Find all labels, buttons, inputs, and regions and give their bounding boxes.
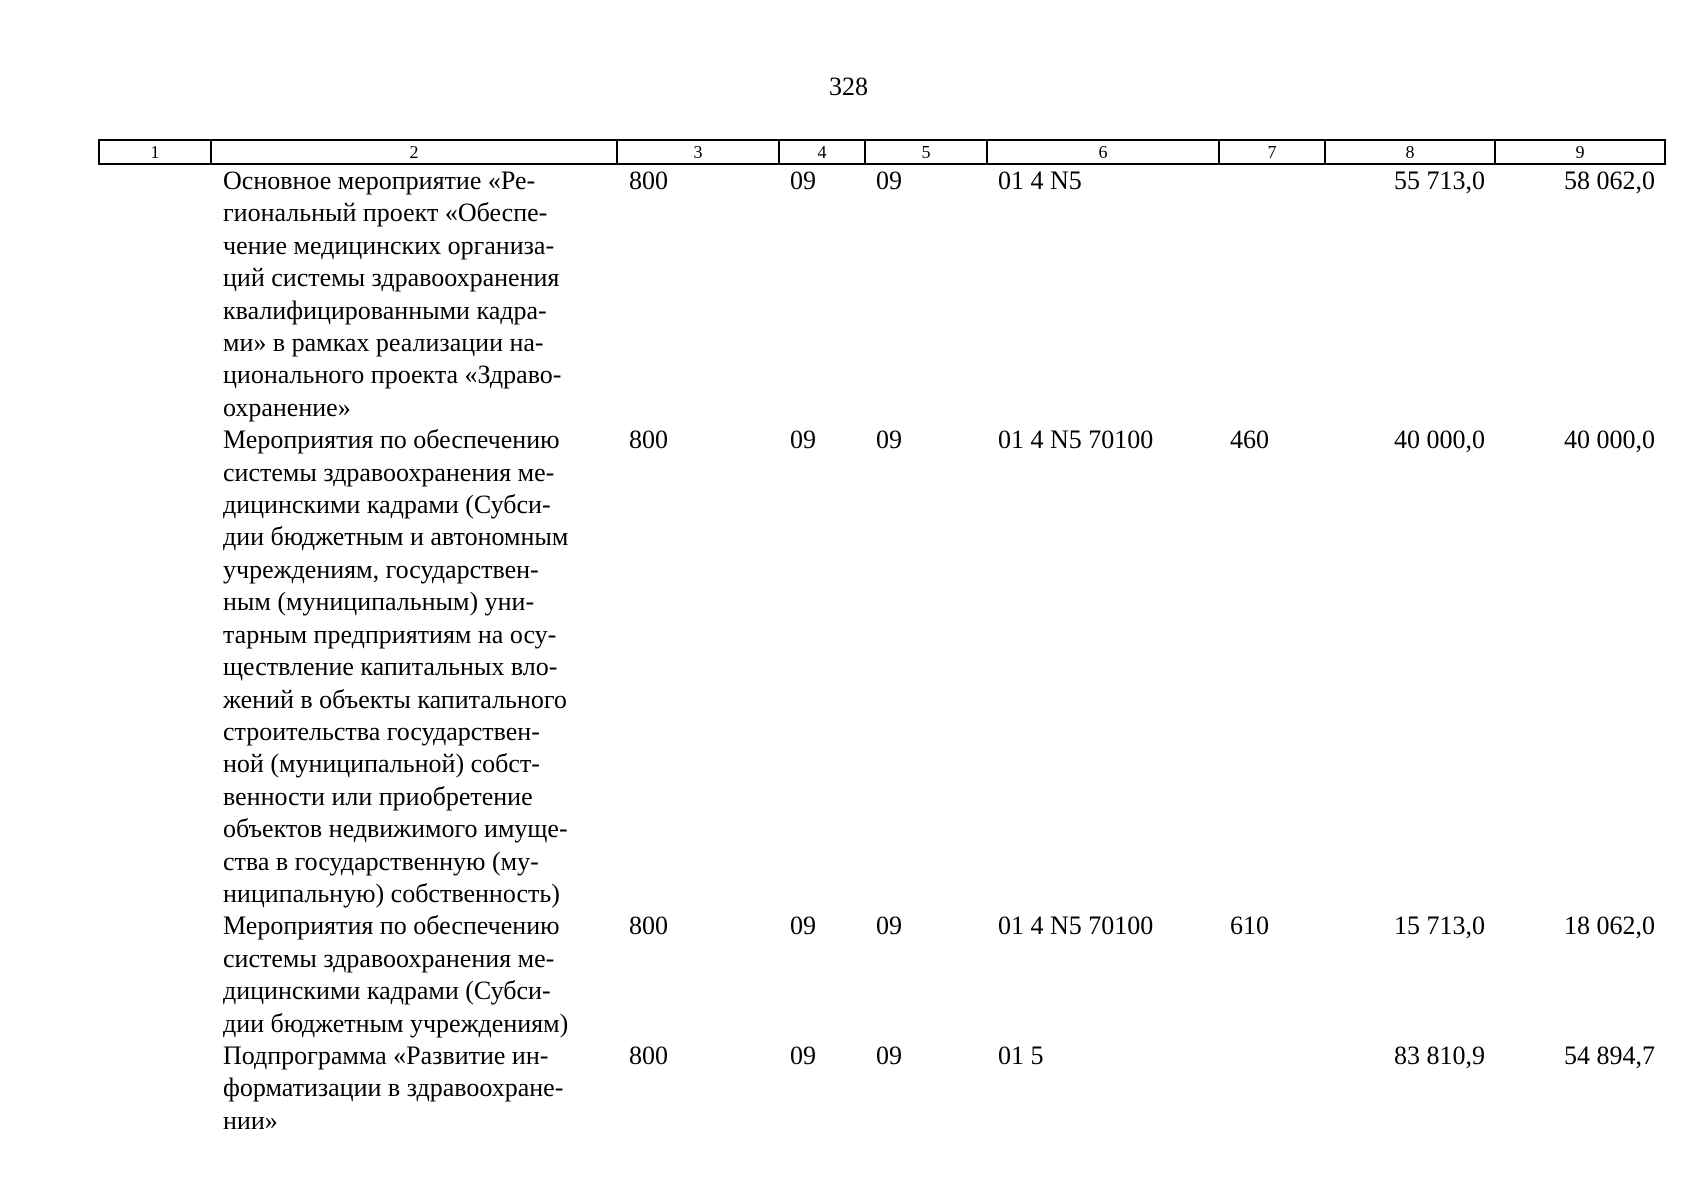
header-row [99,140,1665,164]
header-col-9: 9 [1495,140,1665,164]
row-amount-8: 83 810,9 [1394,1040,1485,1070]
header-col-2: 2 [211,140,617,164]
row-expense-code [1219,164,1325,424]
header-col-5: 5 [865,140,987,164]
row-index-cell [99,1040,211,1137]
row-name-cell [211,1040,617,1137]
row-amount-8: 55 713,0 [1394,166,1485,195]
row-ministry-code: 800 [629,1040,668,1070]
row-amount-8: 40 000,0 [1394,425,1485,455]
row-name-line: системы здравоохранения ме- [223,943,555,973]
row-name-line: квалифицированными кадра- [223,295,547,325]
row-name-line: форматизации в здравоохране- [223,1073,564,1103]
row-section-code: 09 [790,166,816,195]
row-name-line: ной (муниципальной) собст- [223,749,540,779]
row-name-line: Подпрограмма «Развитие ин- [223,1040,549,1070]
row-name-line: дицинскими кадрами (Субси- [223,976,551,1006]
row-name-line: тарным предприятиям на осу- [223,619,557,649]
row-name-line: ным (муниципальным) уни- [223,587,535,617]
header-col-7: 7 [1219,140,1325,164]
page-number: 328 [829,72,868,101]
row-subsection-code: 09 [876,911,902,941]
row-expense-code: 460 [1230,425,1269,455]
row-name-line: Основное мероприятие «Ре- [223,166,536,195]
row-name-line: ми» в рамках реализации на- [223,328,544,358]
row-name-line: системы здравоохранения ме- [223,457,555,487]
row-subsection-code: 09 [876,425,902,455]
row-name-line: гиональный проект «Обеспе- [223,198,548,228]
row-index-cell [99,164,211,424]
header-col-6: 6 [987,140,1219,164]
row-name-line: ционального проекта «Здраво- [223,360,562,390]
row-amount-8: 15 713,0 [1394,911,1485,941]
row-name-line: чение медицинских организа- [223,230,555,260]
row-name-line: дии бюджетным и автономным [223,522,569,552]
row-name-line: Мероприятия по обеспечению [223,911,560,941]
row-name-line: охранение» [223,392,351,422]
row-ministry-code: 800 [629,166,668,195]
row-name-line: объектов недвижимого имуще- [223,814,568,844]
row-name-line: ций системы здравоохранения [223,263,560,293]
row-name-line: ниципальную) собственность) [223,878,560,908]
row-expense-code: 610 [1230,911,1269,941]
row-section-code: 09 [790,911,816,941]
row-name-line: дицинскими кадрами (Субси- [223,490,551,520]
row-amount-9: 58 062,0 [1564,166,1655,195]
row-name-line: венности или приобретение [223,781,533,811]
row-target-code: 01 4 N5 [998,166,1082,195]
row-target-code: 01 4 N5 70100 [998,425,1154,455]
table-row [99,1040,1665,1137]
header-col-4: 4 [779,140,865,164]
row-index-cell [99,424,211,910]
row-name-line: ства в государственную (му- [223,846,539,876]
table-row [99,424,1665,910]
row-ministry-code: 800 [629,911,668,941]
row-name-line: Мероприятия по обеспечению [223,425,560,455]
row-name-cell [211,164,617,424]
row-index-cell [99,910,211,1040]
row-name-cell [211,910,617,1040]
header-col-3: 3 [617,140,779,164]
row-section-code: 09 [790,1040,816,1070]
row-subsection-code: 09 [876,166,902,195]
row-section-code: 09 [790,425,816,455]
budget-table [98,139,1666,1137]
row-ministry-code: 800 [629,425,668,455]
table-row [99,164,1665,424]
row-subsection-code: 09 [876,1040,902,1070]
row-amount-9: 54 894,7 [1564,1040,1655,1070]
row-target-code: 01 5 [998,1040,1044,1070]
header-col-1: 1 [99,140,211,164]
row-name-line: нии» [223,1105,278,1135]
row-amount-9: 40 000,0 [1564,425,1655,455]
row-name-line: строительства государствен- [223,716,540,746]
row-expense-code [1219,1040,1325,1137]
row-name-cell [211,424,617,910]
row-name-line: ществление капитальных вло- [223,652,558,682]
row-name-line: жений в объекты капитального [223,684,567,714]
row-name-line: дии бюджетным учреждениям) [223,1008,569,1038]
header-col-8: 8 [1325,140,1495,164]
row-target-code: 01 4 N5 70100 [998,911,1154,941]
row-amount-9: 18 062,0 [1564,911,1655,941]
row-name-line: учреждениям, государствен- [223,554,539,584]
table-row [99,910,1665,1040]
